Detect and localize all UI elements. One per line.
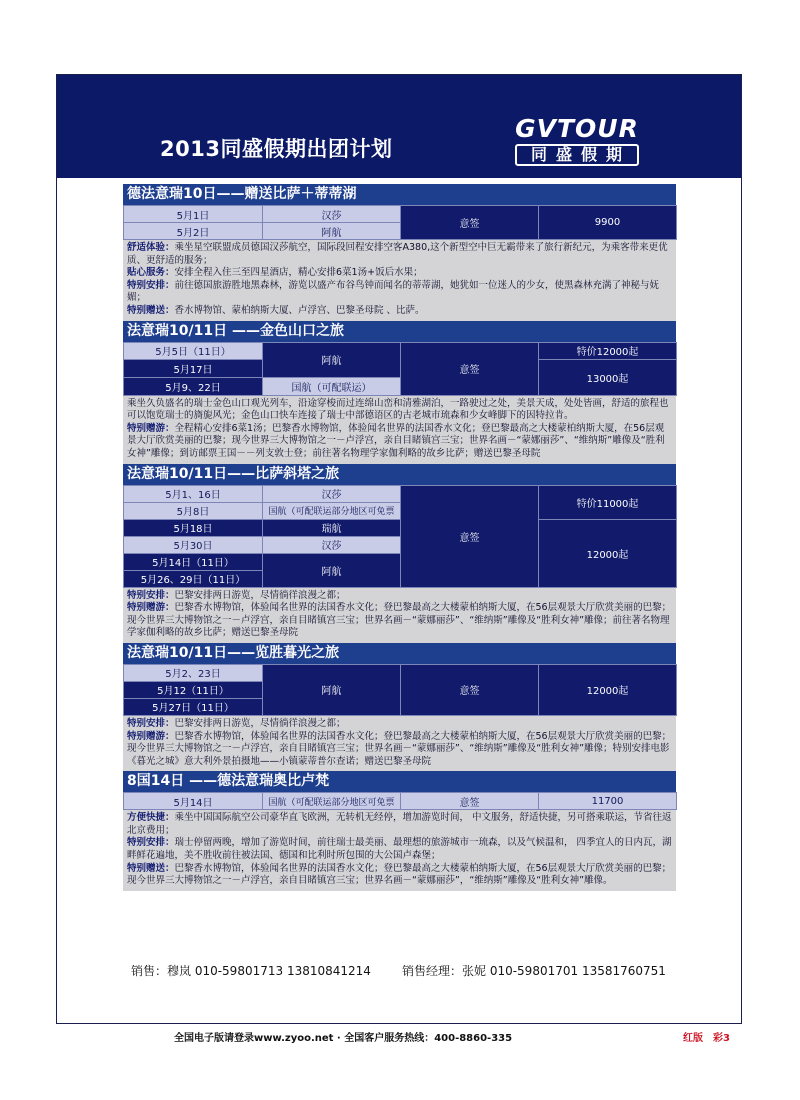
section-description xyxy=(123,588,676,643)
date-cell: 5月8日 xyxy=(124,502,263,519)
section-title: 德法意瑞10日——赠送比萨＋蒂蒂湖 xyxy=(123,184,676,205)
airline-cell: 国航（可配联运部分地区可免票 xyxy=(263,502,401,519)
table-row xyxy=(124,485,677,502)
page-title: 2013同盛假期出团计划 xyxy=(160,137,393,161)
date-cell: 5月26、29日（11日） xyxy=(124,570,263,587)
desc-line: 特别赠游：巴黎香水博物馆，体验闻名世界的法国香水文化；登巴黎最高之大楼蒙柏纳斯大厦，在56层观景大厅欣赏美丽的巴黎；现今世界三大博物馆之一－卢浮宫，亲自目睹镇宫三宝；世界名画－“蒙娜丽莎”、“维纳斯”雕像及“胜利女神”雕像；前往著名物理学家伽利略的故乡比萨；赠送巴黎圣母院 xyxy=(127,602,672,639)
price-cell: 12000起 xyxy=(539,664,677,715)
airline-cell: 阿航 xyxy=(263,664,401,715)
visa-cell: 意签 xyxy=(401,793,539,810)
price-cell: 12000起 xyxy=(539,519,677,587)
tour-section xyxy=(123,643,676,771)
desc-line: 特别赠送：香水博物馆、蒙柏纳斯大厦、卢浮宫、巴黎圣母院 、比萨。 xyxy=(127,304,425,316)
desc-line: 方便快捷：乘坐中国国际航空公司豪华直飞欧洲，无转机无经停，增加游览时间， 中文服务，舒适快捷，另可搭乘联运，节省往返北京费用； xyxy=(127,812,672,836)
airline-cell: 国航（可配联运部分地区可免票 xyxy=(263,793,401,810)
date-cell: 5月2、23日 xyxy=(124,664,263,681)
schedule-table xyxy=(123,664,677,716)
table-row xyxy=(124,664,677,681)
logo-brand: GVTOUR xyxy=(515,114,639,143)
desc-line: 特别安排：巴黎安排两日游览，尽情徜徉浪漫之都； xyxy=(127,717,346,729)
desc-line: 贴心服务：安排全程入住三至四星酒店，精心安排6菜1汤+饭后水果； xyxy=(127,267,423,279)
sales-contact: 销售：穆岚 010-59801713 13810841214 xyxy=(131,964,371,978)
tour-section xyxy=(123,771,676,891)
airline-cell: 汉莎 xyxy=(263,536,401,553)
tour-section xyxy=(123,321,676,464)
section-title: 8国14日 ——德法意瑞奥比卢梵 xyxy=(123,771,676,792)
section-description xyxy=(123,240,676,321)
date-cell: 5月14日（11日） xyxy=(124,553,263,570)
price-cell: 11700 xyxy=(539,793,677,810)
section-title: 法意瑞10/11日 ——金色山口之旅 xyxy=(123,321,676,342)
section-description xyxy=(123,396,676,464)
date-cell: 5月9、22日 xyxy=(124,377,263,395)
desc-line: 特别赠送：巴黎香水博物馆，体验闻名世界的法国香水文化；登巴黎最高之大楼蒙柏纳斯大厦，在56层观景大厅欣赏美丽的巴黎；现今世界三大博物馆之一－卢浮宫，亲自目睹镇宫三宝；世界名画－“蒙娜丽莎”，“维纳斯”雕像及“胜利女神”雕像。 xyxy=(127,862,672,887)
date-cell: 5月12（11日） xyxy=(124,681,263,698)
airline-cell: 汉莎 xyxy=(263,206,401,223)
logo-subtitle: 同盛假期 xyxy=(515,144,639,166)
table-row xyxy=(124,342,677,359)
airline-cell: 汉莎 xyxy=(263,485,401,502)
desc-line: 特别安排：前往德国旅游胜地黑森林，游览以盛产布谷鸟钟而闻名的蒂蒂湖，她犹如一位迷人的少女，使黑森林充满了神秘与妩媚； xyxy=(127,279,660,304)
airline-cell: 阿航 xyxy=(263,342,401,377)
date-cell: 5月30日 xyxy=(124,536,263,553)
desc-line: 特别安排：巴黎安排两日游览，尽情徜徉浪漫之都； xyxy=(127,589,346,601)
section-title: 法意瑞10/11日——比萨斜塔之旅 xyxy=(123,464,676,485)
section-title: 法意瑞10/11日——览胜暮光之旅 xyxy=(123,643,676,664)
gvtour-logo xyxy=(512,116,642,166)
tour-section xyxy=(123,184,676,321)
section-description xyxy=(123,716,676,771)
date-cell: 5月1、16日 xyxy=(124,485,263,502)
date-cell: 5月1日 xyxy=(124,206,263,223)
visa-cell: 意签 xyxy=(401,342,539,395)
price-cell: 特价12000起 xyxy=(539,342,677,359)
airline-cell: 阿航 xyxy=(263,223,401,240)
table-row xyxy=(124,519,677,536)
schedule-table xyxy=(123,485,677,588)
footer-info: 全国电子版请登录www.zyoo.net · 全国客户服务热线：400-8860-335 xyxy=(174,1033,513,1044)
airline-cell: 阿航 xyxy=(263,553,401,587)
table-row xyxy=(124,793,677,810)
date-cell: 5月17日 xyxy=(124,359,263,377)
date-cell: 5月27日（11日） xyxy=(124,698,263,715)
section-description xyxy=(123,810,676,891)
price-cell: 特价11000起 xyxy=(539,485,677,519)
desc-line: 乘坐久负盛名的瑞士金色山口观光列车，沿途穿梭而过连绵山峦和清雅湖泊，一路驶过之处，美景天成，处处皆画，舒适的旅程也可以饱览瑞士的旖旎风光；金色山口快车连接了瑞士中部德语区的古老城市琉森和少女峰脚下的因特拉肯。 xyxy=(127,397,669,422)
price-cell: 13000起 xyxy=(539,359,677,395)
desc-line: 舒适体验：乘坐星空联盟成员德国汉莎航空，国际段回程安排空客A380,这个新型空中巨无霸带来了旅行新纪元，为乘客带来更优质、更舒适的服务； xyxy=(127,242,668,266)
sales-manager-contact: 销售经理：张妮 010-59801701 13581760751 xyxy=(402,964,666,978)
date-cell: 5月2日 xyxy=(124,223,263,240)
edition-label: 红版 彩3 xyxy=(683,1033,730,1044)
airline-cell: 瑞航 xyxy=(263,519,401,536)
date-cell: 5月5日（11日） xyxy=(124,342,263,359)
date-cell: 5月18日 xyxy=(124,519,263,536)
desc-line: 特别赠游：全程精心安排6菜1汤；巴黎香水博物馆，体验闻名世界的法国香水文化；登巴黎最高之大楼蒙柏纳斯大厦，在56层观景大厅欣赏美丽的巴黎；现今世界三大博物馆之一－卢浮宫，亲自目睹镇宫三宝；世界名画－“蒙娜丽莎”、“维纳斯”雕像及“胜利女神”雕像；到访邮票王国－－列支敦士登；前往著名物理学家伽利略的故乡比萨；赠送巴黎圣母院 xyxy=(127,422,665,459)
schedule-table xyxy=(123,342,677,396)
visa-cell: 意签 xyxy=(401,206,539,240)
date-cell: 5月14日 xyxy=(124,793,263,810)
desc-line: 特别安排：瑞士停留两晚，增加了游览时间，前往瑞士最美丽、最理想的旅游城市一琉森，以及气候温和， 四季宜人的日内瓦，湖畔鲜花遍地，美不胜收前往被法国、德国和比利时所包围的大公国卢森堡； xyxy=(127,837,672,862)
tour-plan-content xyxy=(123,184,676,891)
visa-cell: 意签 xyxy=(401,664,539,715)
schedule-table xyxy=(123,792,677,810)
tour-section xyxy=(123,464,676,643)
table-row xyxy=(124,206,677,223)
airline-cell: 国航（可配联运） xyxy=(263,377,401,395)
schedule-table xyxy=(123,205,677,240)
desc-line: 特别赠游：巴黎香水博物馆，体验闻名世界的法国香水文化；登巴黎最高之大楼蒙柏纳斯大厦，在56层观景大厅欣赏美丽的巴黎；现今世界三大博物馆之一－卢浮宫，亲自目睹镇宫三宝；世界名画－“蒙娜丽莎”、“维纳斯”雕像及“胜利女神”雕像；特别安排电影《暮光之城》意大利外景拍摄地——小镇蒙蒂普尔查诺；赠送巴黎圣母院 xyxy=(127,730,672,767)
visa-cell: 意签 xyxy=(401,485,539,587)
price-cell: 9900 xyxy=(539,206,677,240)
